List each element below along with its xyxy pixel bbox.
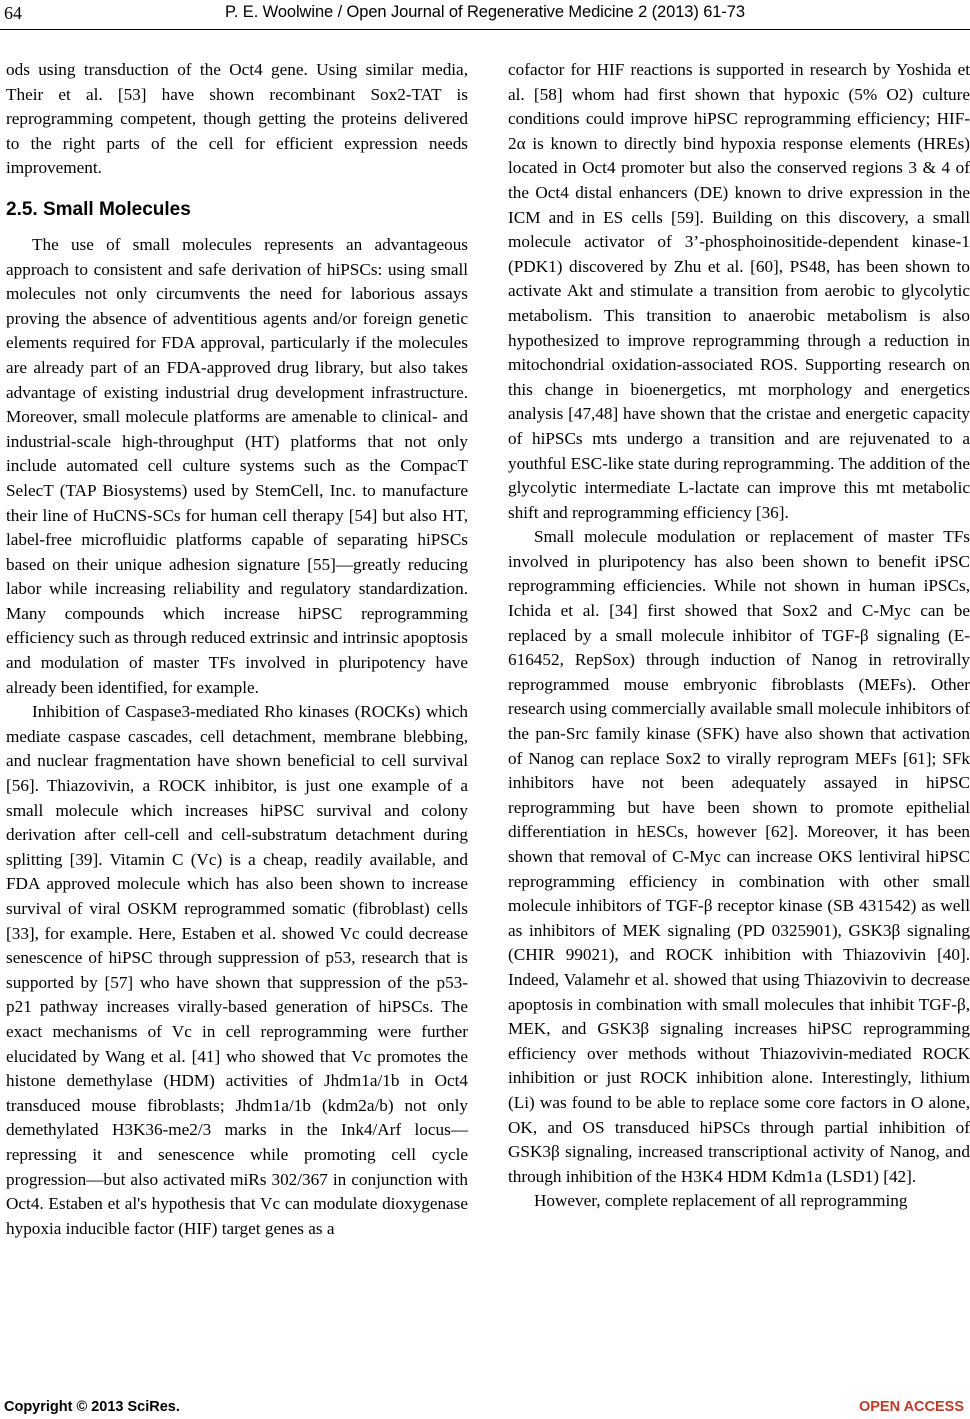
- paragraph: The use of small molecules represents an advantageous approach to consistent and safe derivation of hiPSCs: using small molecules not only circumvents the need for laborious assays proving the absence of adventitious agents and/or foreign genetic elements required for FDA approval, particularly if the molecules are already part of an FDA-approved drug library, but also takes advantage of existing industrial drug development infrastructure. Moreover, small molecule platforms are amenable to clinical- and industrial-scale high-throughput (HT) platforms that not only include automated cell culture systems such as the CompacT SelecT (TAP Biosystems) used by StemCell, Inc. to manufacture their line of HuCNS-SCs for human cell therapy [54] but also HT, label-free microfluidic platforms capable of separating hiPSCs based on their unique adhesion signature [55]—greatly reducing labor while increasing reliability and regulatory standardization. Many compounds which increase hiPSC reprogramming efficiency such as through reduced extrinsic and intrinsic apoptosis and modulation of master TFs involved in pluripotency have already been identified, for example.: [6, 234, 468, 697]
- running-title: P. E. Woolwine / Open Journal of Regenerative Medicine 2 (2013) 61-73: [225, 3, 745, 21]
- left-column: [6, 58, 468, 1241]
- page-number: 64: [4, 3, 22, 23]
- paragraph: ods using transduction of the Oct4 gene. Using similar media, Their et al. [53] have shown recombinant Sox2-TAT is reprogramming competent, though getting the proteins delivered to the right parts of the cell for efficient expression needs improvement.: [6, 60, 468, 178]
- paragraph: Inhibition of Caspase3-mediated Rho kinases (ROCKs) which mediate caspase cascades, cell detachment, membrane blebbing, and nuclear fragmentation have shown beneficial to cell survival [56]. Thiazovivin, a ROCK inhibitor, is just one example of a small molecule which increases hiPSC survival and colony derivation after cell-cell and cell-substratum detachment during splitting [39]. Vitamin C (Vc) is a cheap, readily available, and FDA approved molecule which has also been shown to increase survival of viral OSKM reprogrammed somatic (fibroblast) cells [33], for example. Here, Estaben et al. showed Vc could decrease senescence of hiPSC through suppression of p53, research that is supported by [57] who have shown that suppression of the p53-p21 pathway increases virally-based generation of hiPSCs. The exact mechanisms of Vc in cell reprogramming were further elucidated by Wang et al. [41] who showed that Vc promotes the histone demethylase (HDM) activities of Jhdm1a/1b in Oct4 transduced mouse fibroblasts; Jhdm1a/1b (kdm2a/b) not only demethylated H3K36-me2/3 marks in the Ink4/Arf locus—repressing it and senescence while promoting cell cycle progression—but also activated miRs 302/367 in conjunction with Oct4. Estaben et al's hypothesis that Vc can modulate dioxygenase hypoxia inducible factor (HIF) target genes as a: [6, 702, 468, 1238]
- copyright-notice: Copyright © 2013 SciRes.: [4, 1399, 180, 1415]
- header-divider: [0, 29, 970, 30]
- paragraph: However, complete replacement of all reprogramming: [534, 1191, 908, 1211]
- paragraph: cofactor for HIF reactions is supported in research by Yoshida et al. [58] whom had first shown that hypoxic (5% O2) culture conditions could improve hiPSC reprogramming efficiency; HIF-2α is known to directly bind hypoxia response elements (HREs) located in Oct4 promoter but also the conserved regions 3 & 4 of the Oct4 distal enhancers (DE) known to drive expression in the ICM and in ES cells [59]. Building on this discovery, a small molecule activator of 3’-phosphoinositide-dependent kinase-1 (PDK1) discovered by Zhu et al. [60], PS48, has been shown to activate Akt and stimulate a transition from aerobic to glycolytic metabolism. This transition to anaerobic metabolism is also hypothesized to improve reprogramming through a reduction in mitochondrial oxidation-associated ROS. Supporting research on this change in bioenergetics, mt morphology and energetics analysis [47,48] have shown that the cristae and energetic capacity of hiPSCs mts undergo a transition and are rejuvenated to a youthful ESC-like state during reprogramming. The addition of the glycolytic intermediate L-lactate can improve this mt metabolic shift and reprogramming efficiency [36].: [508, 60, 970, 522]
- paragraph: Small molecule modulation or replacement of master TFs involved in pluripotency has also been shown to benefit iPSC reprogramming efficiencies. While not shown in human iPSCs, Ichida et al. [34] first showed that Sox2 and C-Myc can be replaced by a small molecule inhibitor of TGF-β signaling (E-616452, RepSox) through induction of Nanog in retrovirally reprogrammed mouse embryonic fibroblasts (MEFs). Other research using commercially available small molecule inhibitors of the pan-Src family kinase (SFK) have also shown that activation of Nanog can replace Sox2 to virally reprogram MEFs [61]; SFk inhibitors have not been adequately assayed in hiPSC reprogramming but have been shown to promote epithelial differentiation in hESCs, however [62]. Moreover, it has been shown that removal of C-Myc can increase OKS lentiviral hiPSC reprogramming efficiency in combination with other small molecule inhibitors of TGF-β receptor kinase (SB 431542) as well as inhibitors of MEK signaling (PD 0325901), GSK3β signaling (CHIR 99021), and ROCK inhibition with Thiazovivin [40]. Indeed, Valamehr et al. showed that using Thiazovivin to decrease apoptosis in combination with small molecules that inhibit TGF-β, MEK, and GSK3β signaling increases hiPSC reprogramming efficiency over methods without Thiazovivin-mediated ROCK inhibition or just ROCK inhibition alone. Interestingly, lithium (Li) was found to be able to replace some core factors in O alone, OK, and OS transduced hiPSCs through partial inhibition of GSK3β signaling, increased transcriptional activity of Nanog, and through inhibition of the H3K4 HDM Kdm1a (LSD1) [42].: [508, 527, 970, 1186]
- right-column: [508, 58, 970, 1214]
- section-heading: 2.5. Small Molecules: [6, 198, 191, 220]
- open-access-label: OPEN ACCESS: [858, 1399, 964, 1415]
